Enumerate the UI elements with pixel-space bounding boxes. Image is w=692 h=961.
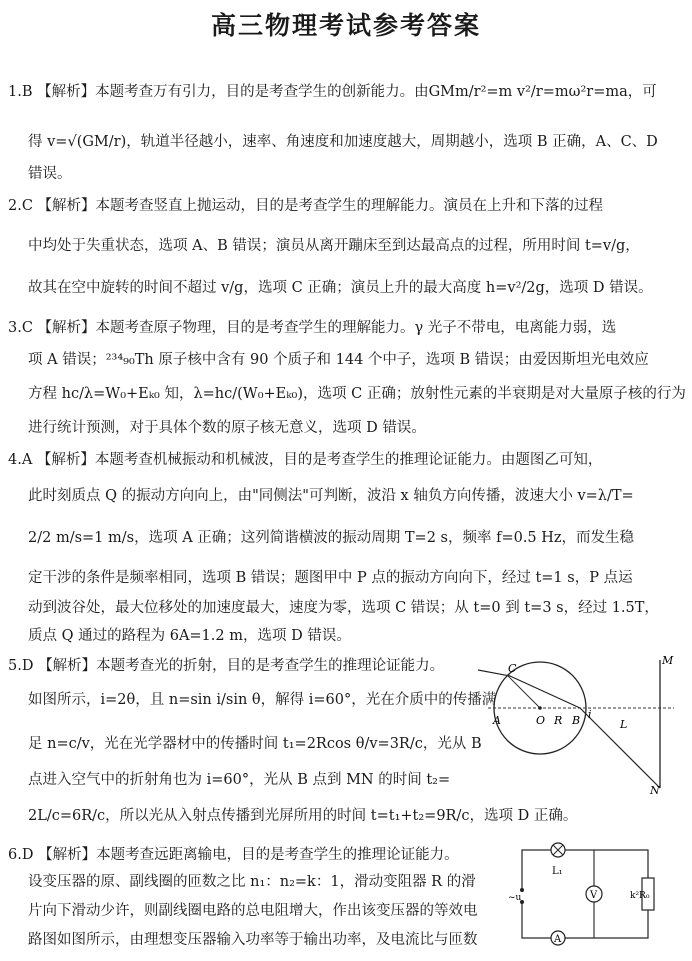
answer-line: 2L/c=6R/c，所以光从入射点传播到光屏所用的时间 t=t₁+t₂=9R/c，选项 D 正确。: [28, 808, 578, 824]
answer-line: 片向下滑动少许，则副线圈电路的总电阻增大，作出该变压器的等效电: [28, 903, 478, 919]
center-dot: [538, 706, 542, 710]
answer-line: 1.B 【解析】本题考查万有引力，目的是考查学生的创新能力。由GMm/r²=m v²/r=mω²r=ma，可: [8, 84, 657, 100]
answer-line: 错误。: [28, 166, 72, 182]
answer-line: 足 n=c/v，光在光学器材中的传播时间 t₁=2Rcos θ/v=3R/c，光从 B: [28, 736, 482, 752]
optics-figure: [478, 648, 674, 798]
answer-line: 故其在空中旋转的时间不超过 v/g，选项 C 正确；演员上升的最大高度 h=v²/2g，选项 D 错误。: [28, 280, 653, 296]
answer-line: 此时刻质点 Q 的振动方向向上，由"同侧法"可判断，波沿 x 轴负方向传播，波速大小 v=λ/T=: [28, 488, 634, 504]
label-n: N: [650, 784, 660, 797]
answer-line: 质点 Q 通过的路程为 6A=1.2 m，选项 D 错误。: [28, 628, 351, 644]
answer-line: 方程 hc/λ=W₀+Eₖ₀ 知，λ=hc/(W₀+Eₖ₀)，选项 C 正确；放射性元素的半衰期是对大量原子核的行为: [28, 386, 686, 402]
label-o: O: [536, 714, 546, 727]
answer-line: 动到波谷处，最大位移处的加速度最大，速度为零，选项 C 错误；从 t=0 到 t=3 s，经过 1.5T，: [28, 600, 659, 616]
source-label: ~u: [508, 893, 522, 903]
answer-line: 如图所示，i=2θ，且 n=sin i/sin θ，解得 i=60°，光在介质中的传播满: [28, 692, 497, 708]
label-m: M: [662, 654, 674, 667]
label-b: B: [572, 714, 581, 727]
answer-line: 设变压器的原、副线圈的匝数之比 n₁：n₂=k：1，滑动变阻器 R 的滑: [28, 874, 476, 890]
answer-line: 6.D 【解析】本题考查远距离输电，目的是考查学生的推理论证能力。: [8, 847, 459, 863]
circuit-figure: [508, 840, 680, 950]
answer-line: 进行统计预测，对于具体个数的原子核无意义，选项 D 错误。: [28, 420, 426, 436]
answer-line: 定干涉的条件是频率相同，选项 B 错误；题图甲中 P 点的振动方向向下，经过 t=1 s，P 点运: [28, 570, 633, 586]
answer-line: 中均处于失重状态，选项 A、B 错误；演员从离开蹦床至到达最高点的过程，所用时间 t=v/g，: [28, 238, 640, 254]
page-title: 高三物理考试参考答案: [210, 11, 481, 40]
radius-oc: [508, 676, 540, 708]
ammeter-label: A: [554, 934, 562, 945]
resistor-label: k²R₀: [630, 891, 650, 901]
answer-line: 5.D 【解析】本题考查光的折射，目的是考查学生的推理论证能力。: [8, 658, 445, 674]
label-c: C: [508, 662, 517, 675]
answer-line: 得 v=√(GM/r)，轨道半径越小，速率、角速度和加速度越大，周期越小，选项 B 正确，A、C、D: [28, 134, 658, 150]
answer-line: 项 A 错误；²³⁴₉₀Th 原子核中含有 90 个质子和 144 个中子，选项 B 错误；由爱因斯坦光电效应: [28, 352, 649, 368]
answer-line: 路图如图所示，由理想变压器输入功率等于输出功率，及电流比与匝数: [28, 932, 478, 948]
label-a: A: [493, 714, 501, 727]
voltmeter-label: V: [590, 890, 598, 901]
label-r: R: [554, 714, 563, 727]
lamp-label: L₁: [552, 866, 563, 877]
incident-ray: [478, 670, 510, 676]
answer-line: 2/2 m/s=1 m/s，选项 A 正确；这列简谐横波的振动周期 T=2 s，频率 f=0.5 Hz，而发生稳: [28, 530, 635, 546]
refracted-ray: [510, 676, 580, 708]
answer-line: 4.A 【解析】本题考查机械振动和机械波，目的是考查学生的推理论证能力。由题图乙可知，: [8, 452, 603, 468]
label-l: L: [620, 718, 628, 731]
answer-line: 点进入空气中的折射角也为 i=60°，光从 B 点到 MN 的时间 t₂=: [28, 772, 451, 788]
answer-line: 2.C 【解析】本题考查竖直上抛运动，目的是考查学生的理解能力。演员在上升和下落的过程: [8, 198, 604, 214]
answer-line: 3.C 【解析】本题考查原子物理，目的是考查学生的理解能力。γ 光子不带电，电离能力弱，选: [8, 320, 617, 336]
label-i: i: [588, 708, 592, 721]
